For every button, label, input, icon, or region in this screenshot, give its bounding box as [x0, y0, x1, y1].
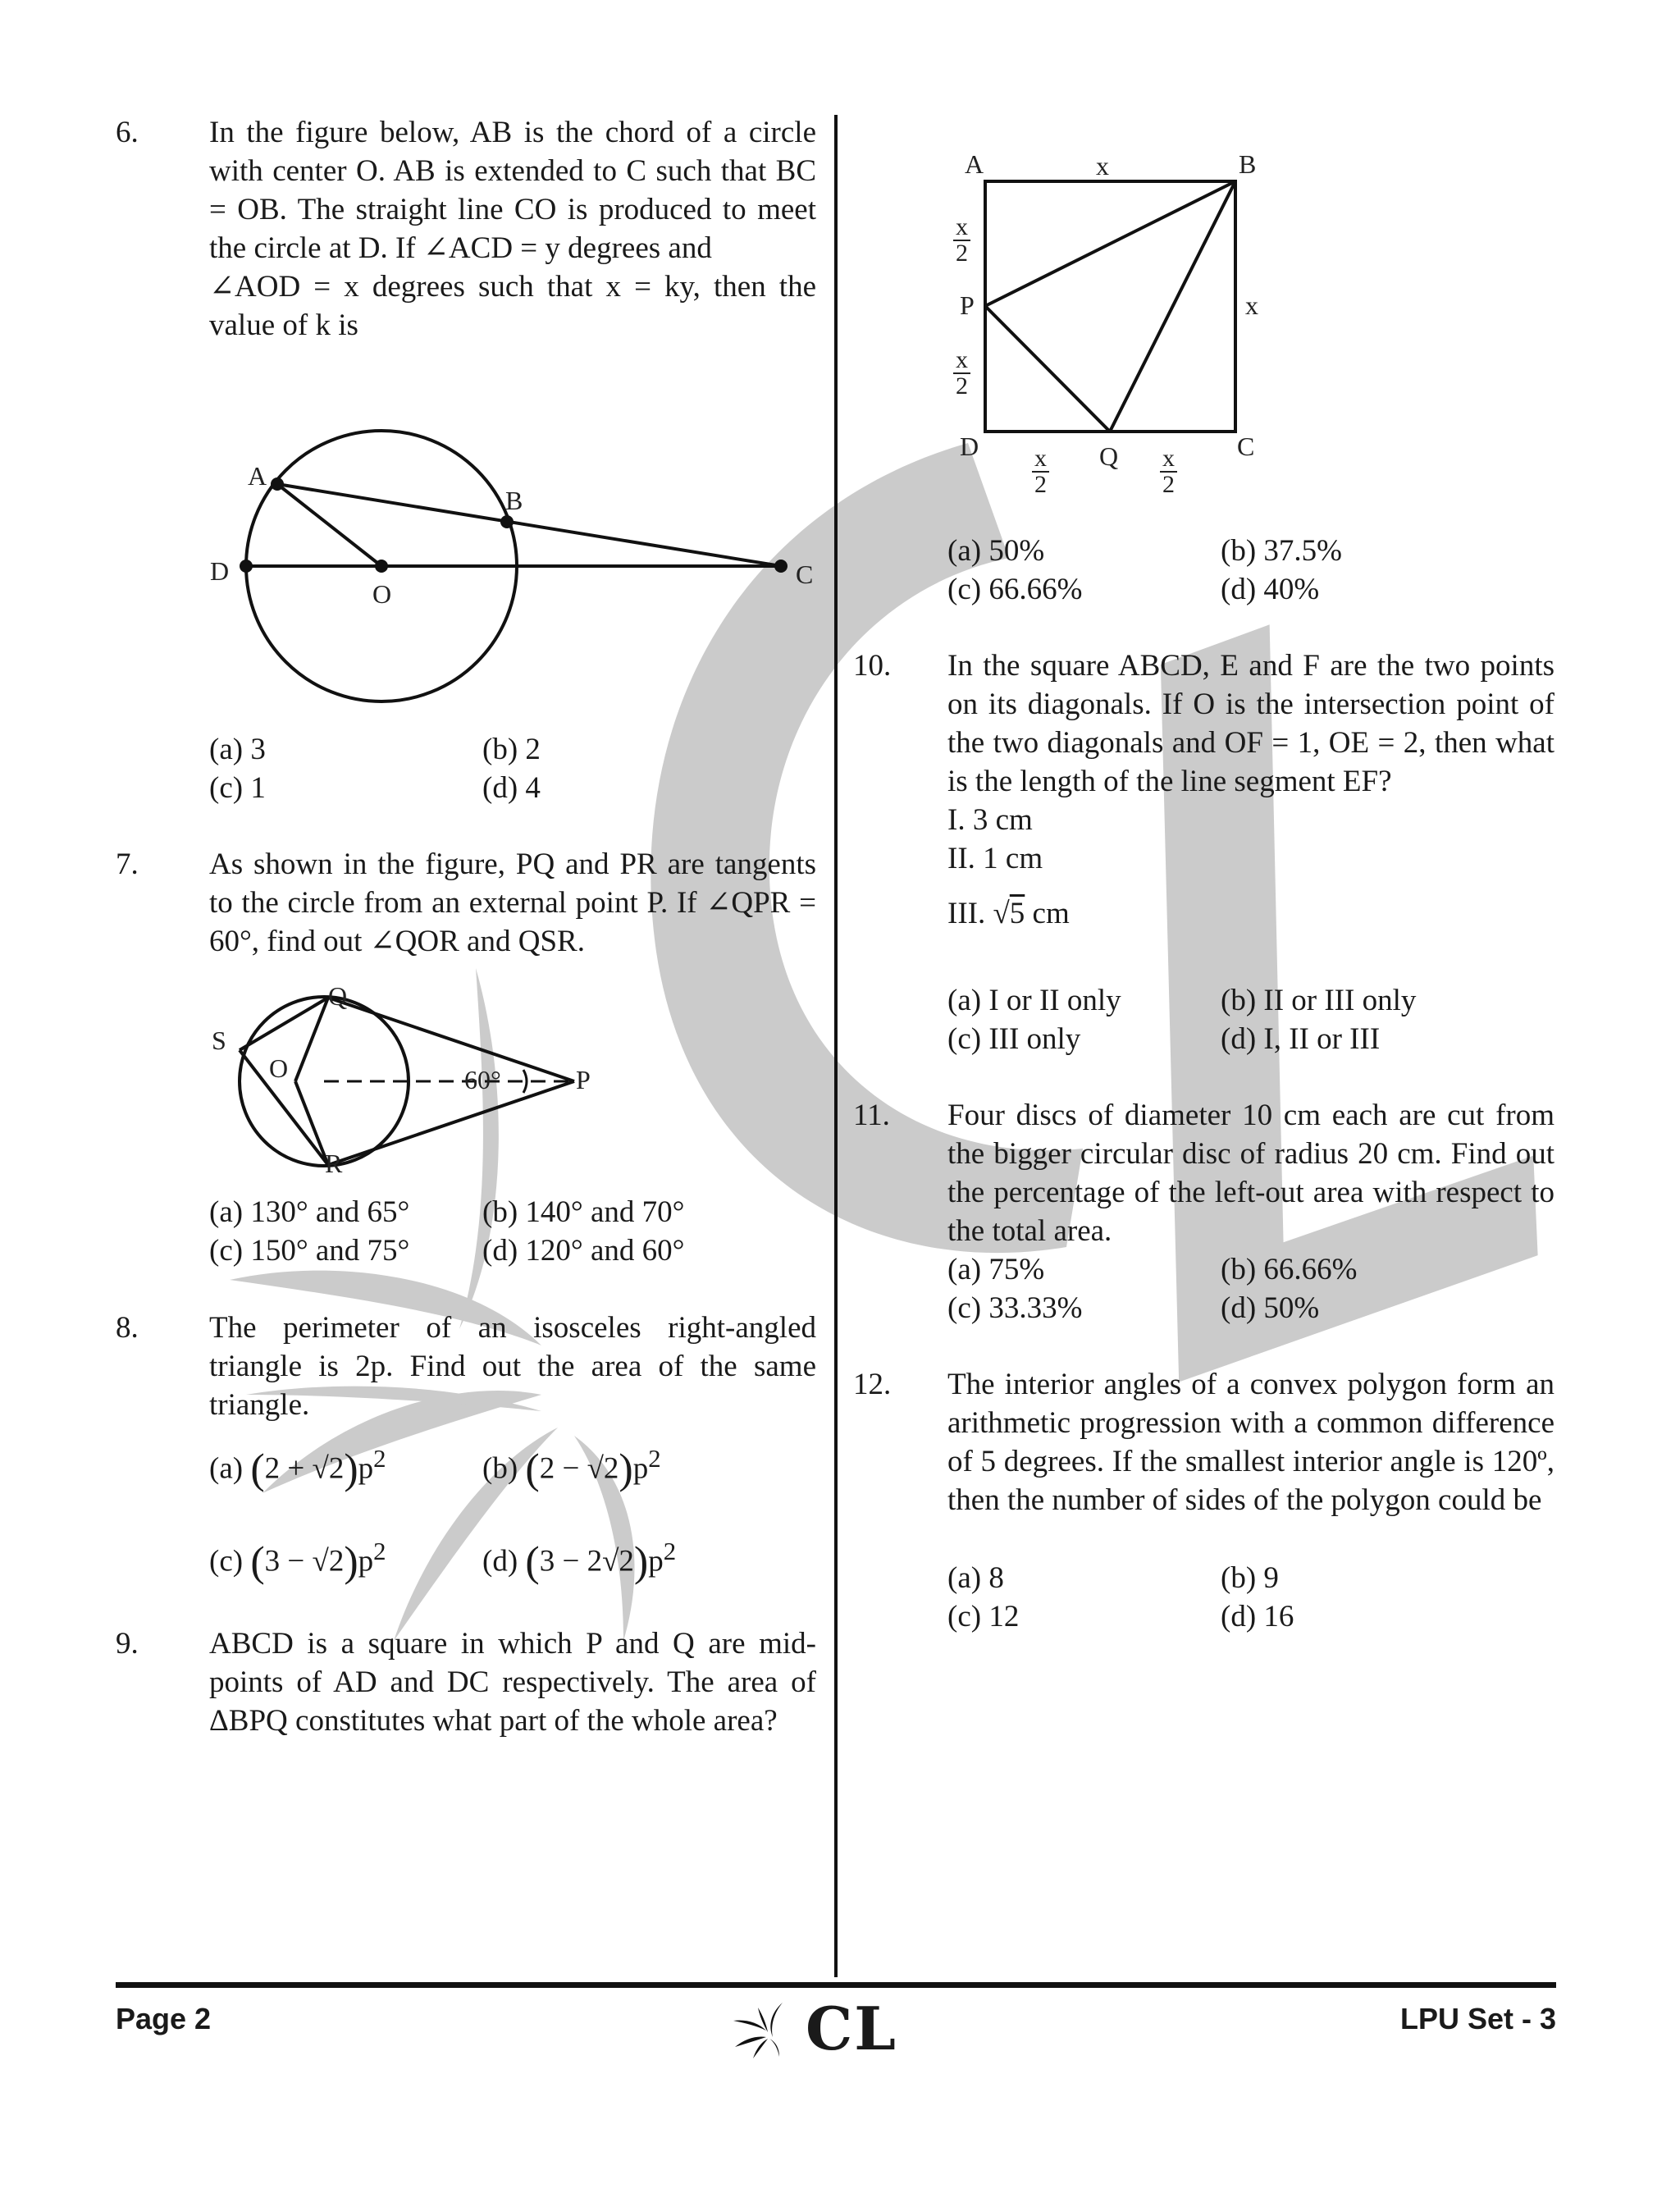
q6-label-a: A [248, 461, 267, 491]
q10-option-a: (a) I or II only [947, 984, 1121, 1017]
q7-text: As shown in the figure, PQ and PR are tangents to the circle from an external point P. If ∠QPR = 60°, find out ∠QOR and QSR. [209, 847, 816, 958]
q8-option-a: (a) $(2 + √2)p^2$ [209, 1445, 386, 1493]
q6-angle-aod: ∠AOD [209, 270, 301, 304]
q8-option-d: (d) $(3 - 2√2)p^2$ [482, 1537, 677, 1586]
q12-option-d: (d) 16 [1221, 1600, 1294, 1633]
q6-text-part2: = y degrees and [520, 231, 712, 265]
q10-option-c: (c) III only [947, 1022, 1081, 1056]
q9-label-a: A [965, 149, 984, 179]
q11-number: 11. [853, 1099, 890, 1132]
q9-option-c: (c) 66.66% [947, 573, 1083, 606]
q9-half-bottom-right: $\frac{x}{2}$ [1160, 446, 1177, 497]
q11-option-d: (d) 50% [1221, 1291, 1320, 1325]
q6-option-a: (a) 3 [209, 733, 266, 766]
q7-option-b: (b) 140° and 70° [482, 1195, 685, 1229]
q7-number: 7. [116, 847, 139, 881]
q10-option-d: (d) I, II or III [1221, 1022, 1381, 1056]
q12-number: 12. [853, 1368, 892, 1401]
q6-angle-acd: ∠ACD [422, 231, 514, 265]
q11-text: Four discs of diameter 10 cm each are cut from the bigger circular disc of radius 20 cm. Find out the percentage of the left-out area with respect to the total area. [947, 1099, 1554, 1248]
q9-half-upper: $\frac{x}{2}$ [953, 215, 970, 266]
q12-option-c: (c) 12 [947, 1600, 1020, 1633]
q9-text: ABCD is a square in which P and Q are mid-points of AD and DC respectively. The area of ΔBPQ constitutes what part of the whole area? [209, 1627, 816, 1738]
q11-option-a: (a) 75% [947, 1253, 1045, 1286]
logo-swirl-icon [725, 1996, 799, 2062]
footer-logo [725, 1994, 897, 2063]
q9-label-p: P [960, 290, 975, 320]
q12-option-b: (b) 9 [1221, 1561, 1279, 1595]
q7-option-c: (c) 150° and 75° [209, 1234, 410, 1268]
q8-number: 8. [116, 1311, 139, 1345]
q12-text: The interior angles of a convex polygon form an arithmetic progression with a common difference of 5 degrees. If the smallest interior angle is 120º, then the number of sides of the polygon could be [947, 1368, 1554, 1517]
q9-option-b: (b) 37.5% [1221, 534, 1342, 568]
footer-page-number: Page 2 [116, 2002, 212, 2035]
q7-label-angle: 60° [464, 1065, 501, 1094]
q9-label-x-right: x [1245, 290, 1258, 320]
q8-option-b: (b) $(2 - √2)p^2$ [482, 1445, 661, 1493]
q10-option-b: (b) II or III only [1221, 984, 1417, 1017]
footer-rule [116, 1982, 1556, 1988]
q12-option-a: (a) 8 [947, 1561, 1004, 1595]
q6-label-b: B [505, 486, 523, 515]
q8-text: The perimeter of an isosceles right-angled triangle is 2p. Find out the area of the same triangle. [209, 1311, 816, 1422]
q6-text-part1: In the figure below, AB is the chord of a circle with center O. AB is extended to C such that BC = OB. The straight line CO is produced to meet the circle at D. If [209, 116, 816, 265]
q6-option-d: (d) 4 [482, 771, 541, 805]
q11-option-b: (b) 66.66% [1221, 1253, 1358, 1286]
q6-label-c: C [796, 560, 814, 589]
q6-circle-figure [205, 427, 829, 706]
q6-option-c: (c) 1 [209, 771, 266, 805]
q10-item-3: III. √5 cm [947, 897, 1070, 930]
q8-option-c: (c) $(3 - √2)p^2$ [209, 1537, 386, 1586]
q10-item-1: I. 3 cm [947, 803, 1033, 837]
q7-option-d: (d) 120° and 60° [482, 1234, 685, 1268]
footer-set-name: LPU Set - 3 [1399, 2002, 1556, 2035]
q6-label-o: O [372, 579, 392, 609]
q7-label-o: O [269, 1053, 289, 1083]
q9-label-c: C [1237, 432, 1255, 461]
q10-number: 10. [853, 649, 892, 683]
column-divider [834, 115, 838, 1977]
logo-text: CL [806, 1994, 897, 2063]
q6-text [209, 113, 816, 345]
q6-text-part3: = x degrees such that x = ky, then the value of k is [209, 270, 816, 342]
q11-option-c: (c) 33.33% [947, 1291, 1083, 1325]
q9-number: 9. [116, 1627, 139, 1661]
q7-label-r: R [325, 1149, 343, 1178]
q9-label-b: B [1239, 149, 1257, 179]
q10-item-2: II. 1 cm [947, 842, 1043, 875]
q7-label-s: S [212, 1026, 226, 1055]
q7-label-p: P [576, 1065, 591, 1094]
q6-option-b: (b) 2 [482, 733, 541, 766]
q9-half-lower: $\frac{x}{2}$ [953, 348, 970, 399]
q9-option-d: (d) 40% [1221, 573, 1320, 606]
q9-label-q: Q [1099, 441, 1119, 471]
q6-number: 6. [116, 116, 139, 149]
q9-label-d: D [960, 432, 979, 461]
q7-label-q: Q [328, 981, 348, 1011]
q9-half-bottom-left: $\frac{x}{2}$ [1032, 446, 1049, 497]
q9-option-a: (a) 50% [947, 534, 1045, 568]
q7-option-a: (a) 130° and 65° [209, 1195, 410, 1229]
q9-square-figure [976, 172, 1255, 443]
q6-label-d: D [210, 556, 230, 586]
q10-text: In the square ABCD, E and F are the two points on its diagonals. If O is the intersection point of the two diagonals and OF = 1, OE = 2, then what is the length of the line segment EF? [947, 649, 1554, 798]
q9-label-x-top: x [1096, 151, 1109, 180]
